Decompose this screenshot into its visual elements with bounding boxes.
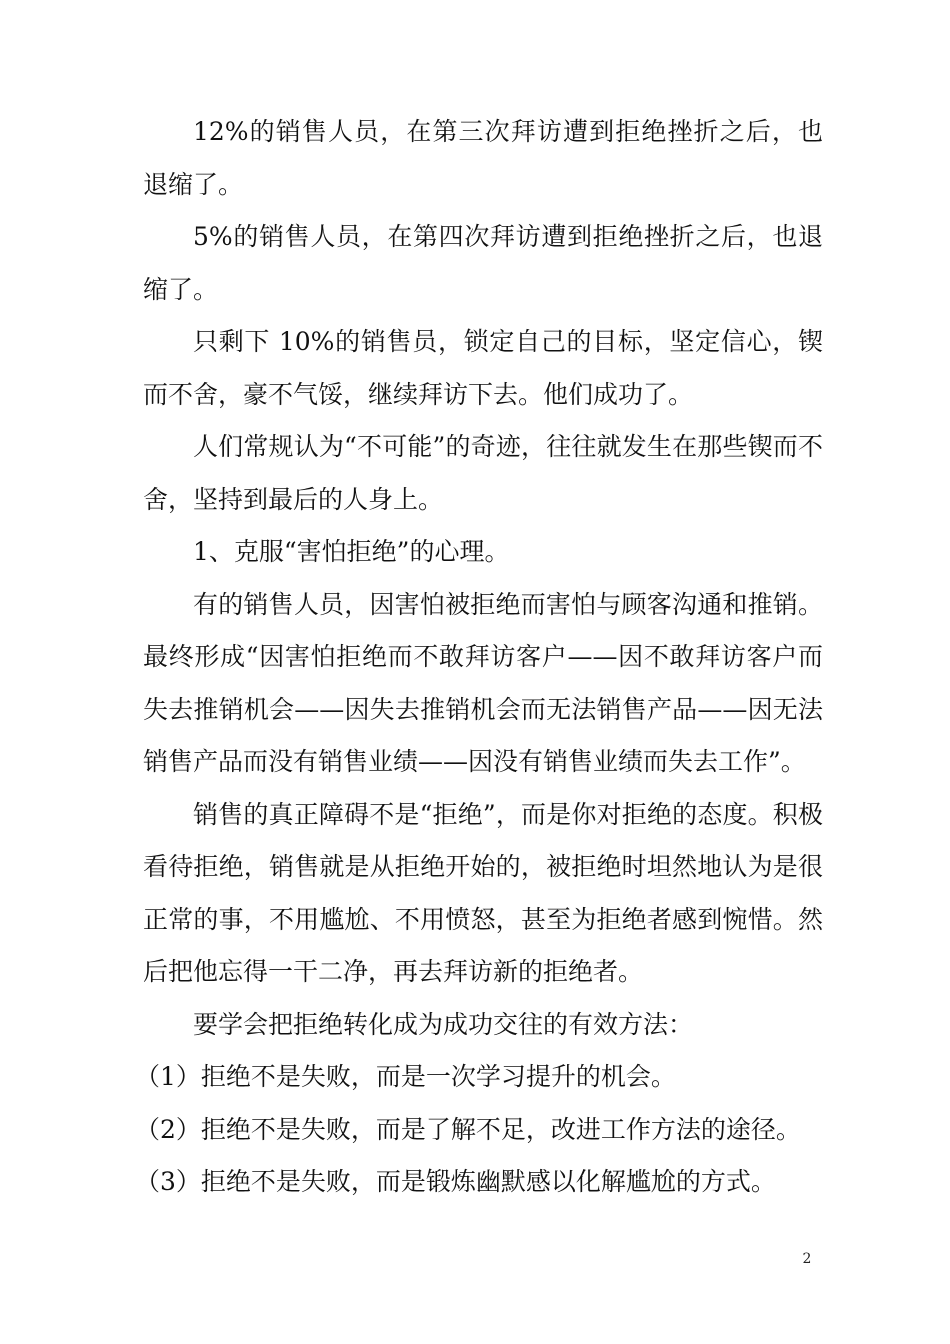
paragraph-10-percent: 只剩下 10%的销售员，锁定自己的目标，坚定信心，锲而不舍，豪不气馁，继续拜访下去。他们成功了。 [143,327,823,409]
list-item: （3）拒绝不是失败，而是锻炼幽默感以化解尴尬的方式。 [135,1167,776,1196]
paragraph-learn-method: 要学会把拒绝转化成为成功交往的有效方法： [193,1009,694,1039]
list-item: （1）拒绝不是失败，而是一次学习提升的机会。 [135,1062,676,1091]
section-heading-overcome-fear: 1、克服“害怕拒绝”的心理。 [193,537,510,566]
body-text [135,106,823,1209]
page-number: 2 [802,1251,812,1267]
paragraph-5-percent: 5%的销售人员，在第四次拜访遭到拒绝挫折之后，也退缩了。 [143,222,823,304]
list-item: （2）拒绝不是失败，而是了解不足，改进工作方法的途径。 [135,1114,801,1144]
paragraph-fear-chain: 有的销售人员，因害怕被拒绝而害怕与顾客沟通和推销。最终形成“因害怕拒绝而不敢拜访客户——因不敢拜访客户而失去推销机会——因失去推销机会而无法销售产品——因无法销售产品而没有销售业绩——因没有销售业绩而失去工作”。 [143,589,823,776]
paragraph-12-percent: 12%的销售人员，在第三次拜访遭到拒绝挫折之后，也退缩了。 [143,117,823,199]
paragraph-real-obstacle: 销售的真正障碍不是“拒绝”，而是你对拒绝的态度。积极看待拒绝，销售就是从拒绝开始的，被拒绝时坦然地认为是很正常的事，不用尴尬、不用愤怒，甚至为拒绝者感到惋惜。然后把他忘得一干二净，再去拜访新的拒绝者。 [143,799,823,986]
paragraph-miracle: 人们常规认为“不可能”的奇迹，往往就发生在那些锲而不舍，坚持到最后的人身上。 [143,432,823,514]
